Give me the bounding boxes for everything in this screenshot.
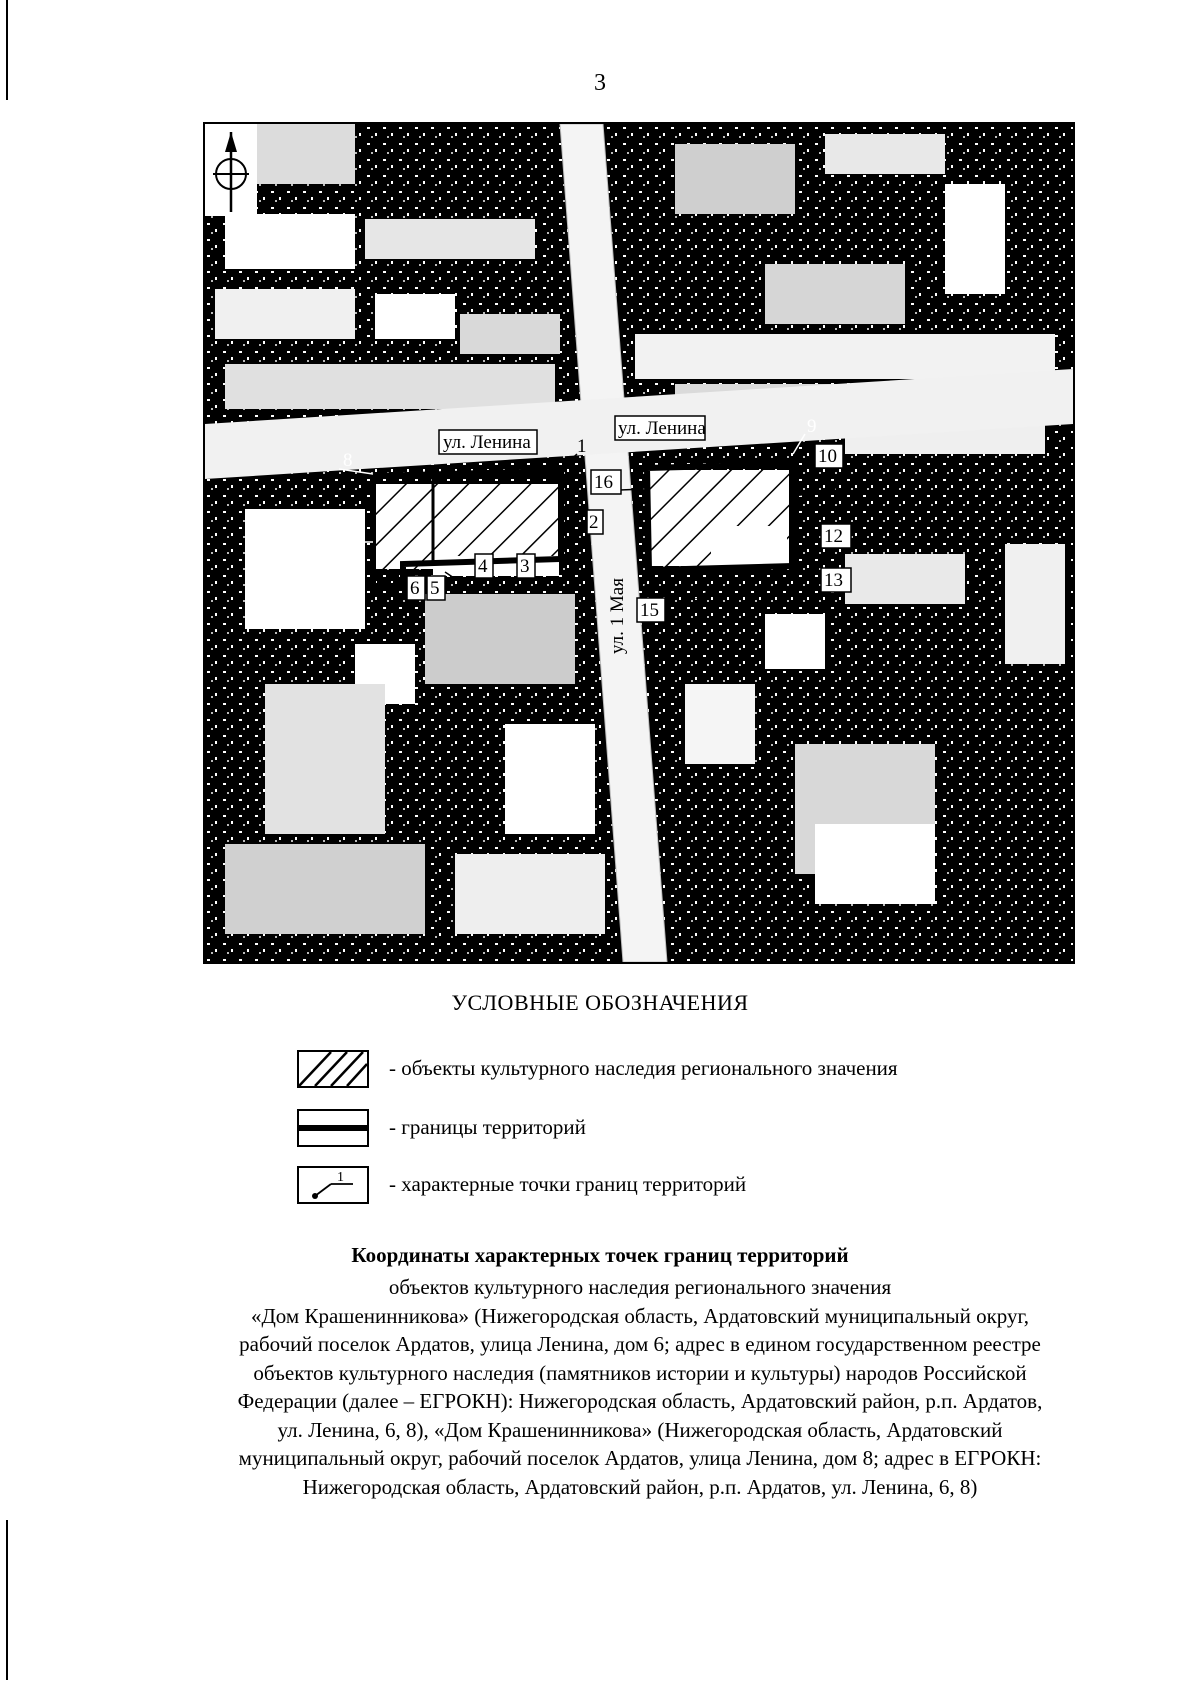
point-marker-6 [407, 576, 425, 600]
street-label-lenina-east [615, 416, 706, 440]
svg-text:9: 9 [807, 416, 817, 437]
svg-text:4: 4 [478, 556, 488, 577]
svg-text:ул. Ленина: ул. Ленина [443, 432, 531, 453]
coordinates-description [170, 1273, 1110, 1501]
page-number: 3 [594, 70, 606, 96]
legend-label: - границы территорий [389, 1115, 586, 1139]
svg-text:1: 1 [577, 436, 587, 457]
svg-text:10: 10 [818, 446, 837, 467]
legend-label: - объекты культурного наследия регионального значения [389, 1056, 898, 1080]
point-marker-12 [821, 524, 851, 548]
point-marker-10 [815, 444, 843, 468]
svg-text:ул. 1 Мая: ул. 1 Мая [607, 578, 628, 654]
point-marker-icon [297, 1166, 369, 1204]
coordinates-title: Координаты характерных точек границ территорий [351, 1243, 849, 1267]
svg-text:13: 13 [824, 570, 843, 591]
description-line: муниципальный округ, рабочий поселок Ардатов, улица Ленина, дом 8; адрес в ЕГРОКН: [238, 1446, 1042, 1470]
description-line: объектов культурного наследия (памятников истории и культуры) народов Российской [253, 1360, 1027, 1385]
svg-text:14: 14 [693, 583, 712, 604]
heritage-area-east [647, 464, 793, 570]
svg-text:6: 6 [410, 578, 420, 599]
description-line: ул. Ленина, 6, 8), «Дом Крашенинникова» (Нижегородская область, Ардатовский [277, 1417, 1003, 1442]
boundary-line-icon [297, 1109, 369, 1147]
description-line: объектов культурного наследия регионального значения [388, 1275, 892, 1299]
point-marker-3 [517, 554, 535, 578]
point-marker-4 [475, 554, 493, 578]
svg-text:15: 15 [640, 600, 659, 621]
svg-text:12: 12 [824, 526, 843, 547]
aerial-map [203, 122, 1075, 964]
north-arrow-icon [205, 124, 257, 216]
street-label-lenina-west [439, 430, 537, 454]
svg-text:11: 11 [823, 484, 842, 505]
legend-label: - характерные точки границ территорий [389, 1172, 747, 1196]
point-marker-2 [587, 510, 603, 534]
legend-title: УСЛОВНЫЕ ОБОЗНАЧЕНИЯ [451, 990, 749, 1015]
left-margin-line-bottom [6, 1520, 8, 1680]
description-line: Федерации (далее – ЕГРОКН): Нижегородская область, Ардатовский район, р.п. Ардатов, [237, 1389, 1043, 1413]
svg-text:16: 16 [594, 472, 613, 493]
svg-text:ул. Ленина: ул. Ленина [618, 418, 706, 439]
svg-text:3: 3 [520, 556, 530, 577]
svg-text:5: 5 [430, 578, 440, 599]
description-line: Нижегородская область, Ардатовский район, р.п. Ардатов, ул. Ленина, 6, 8) [302, 1474, 978, 1499]
svg-text:8: 8 [343, 450, 353, 471]
svg-text:1: 1 [337, 1170, 344, 1185]
point-marker-13 [821, 568, 851, 592]
description-line: рабочий поселок Ардатов, улица Ленина, дом 6; адрес в едином государственном реестре [239, 1332, 1041, 1356]
svg-text:7: 7 [343, 522, 353, 543]
svg-text:2: 2 [589, 512, 599, 533]
hatched-area-icon [297, 1050, 369, 1088]
street-label-1-maya [607, 578, 628, 654]
description-line: «Дом Крашенинникова» (Нижегородская область, Ардатовский муниципальный округ, [250, 1303, 1029, 1328]
